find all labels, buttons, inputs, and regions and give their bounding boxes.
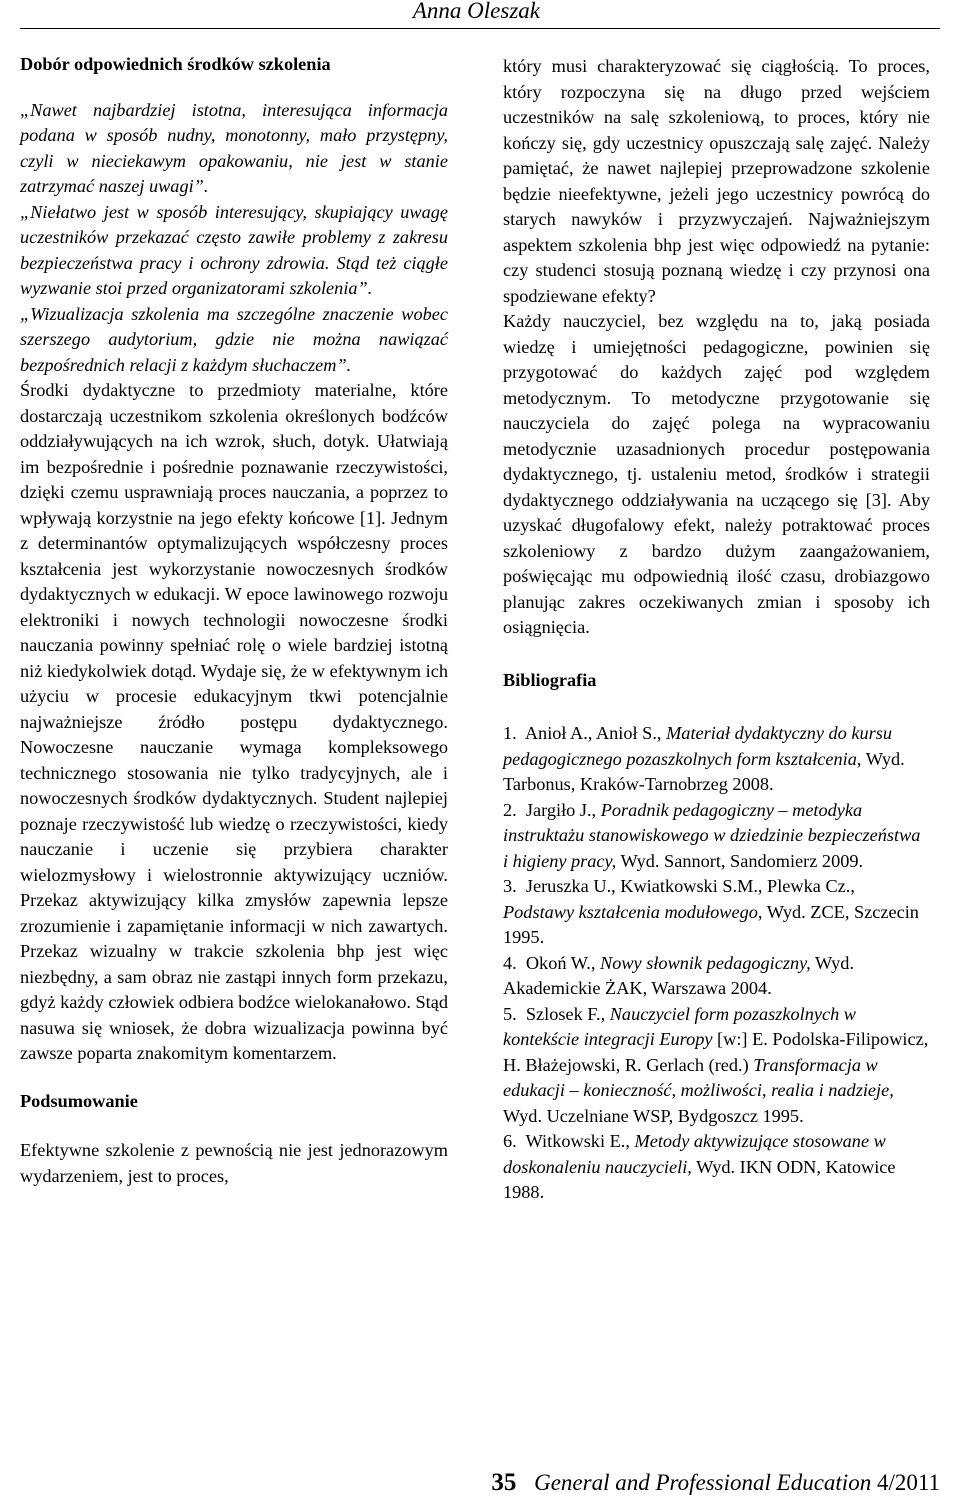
section-heading: Dobór odpowiednich środków szkolenia (20, 54, 331, 74)
left-column (20, 44, 448, 1189)
journal-issue: 4/2011 (876, 1470, 940, 1495)
quote-paragraph: „Wizualizacja szkolenia ma szczególne znaczenie wobec szerszego audytorium, gdzie nie można nawiązać bezpośrednich relacji z każdym słuchaczem”. (20, 303, 448, 375)
page-footer (0, 1470, 940, 1496)
bibliography-entry: 1. Anioł A., Anioł S., Materiał dydaktyczny do kursu pedagogicznego pozaszkolnych form kształcenia, Wyd. Tarbonus, Kraków-Tarnobrzeg 2008. (503, 723, 905, 794)
quote-paragraph: „Niełatwo jest w sposób interesujący, skupiający uwagę uczestników przekazać często zawiłe problemy z zakresu bezpieczeństwa pracy i ochrony zdrowia. Stąd też ciągłe wyzwanie stoi przed organizatorami szkolenia”. (20, 201, 448, 298)
bibliography-entry: 4. Okoń W., Nowy słownik pedagogiczny, Wyd. Akademickie ŻAK, Warszawa 2004. (503, 952, 855, 998)
page-number: 35 (491, 1469, 517, 1496)
bibliography-list (503, 721, 930, 1206)
summary-heading: Podsumowanie (20, 1090, 138, 1111)
bibliography-entry: 5. Szlosek F., Nauczyciel form pozaszkolnych w kontekście integracji Europy [w:] E. Podolska-Filipowicz, H. Błażejowski, R. Gerlach (red.) Transformacja w edukacji – konieczność, możliwości, realia i nadzieje, Wyd. Uczelniane WSP, Bydgoszcz 1995. (503, 1003, 929, 1126)
bibliography-entry: 3. Jeruszka U., Kwiatkowski S.M., Plewka Cz., Podstawy kształcenia modułowego, Wyd. ZCE, Szczecin 1995. (503, 876, 919, 947)
body-paragraph: który musi charakteryzować się ciągłością. To proces, który rozpoczyna się na długo przed wejściem uczestników na salę szkoleniową, to proces, który nie kończy się, gdy uczestnicy opuszczają salę zajęć. Należy pamiętać, że nawet najlepiej przeprowadzone szkolenie będzie nieefektywne, jeżeli jego uczestnicy powrócą do starych nawyków i przyzwyczajeń. Najważniejszym aspektem szkolenia bhp jest więc odpowiedź na pytanie: czy studenci stosują poznaną wiedzę i czy przynosi ona spodziewane efekty? (503, 56, 930, 306)
body-paragraph: Efektywne szkolenie z pewnością nie jest jednorazowym wydarzeniem, jest to proces, (20, 1140, 448, 1186)
bibliography-entry: 6. Witkowski E., Metody aktywizujące stosowane w doskonaleniu nauczycieli, Wyd. IKN ODN, Katowice 1988. (503, 1131, 896, 1202)
header-rule (20, 28, 940, 29)
running-head-author: Anna Oleszak (412, 0, 540, 23)
bibliography-entry: 2. Jargiło J., Poradnik pedagogiczny – metodyka instruktażu stanowiskowego w dziedzinie bezpieczeństwa i higieny pracy, Wyd. Sannort, Sandomierz 2009. (503, 799, 921, 871)
quote-paragraph: „Nawet najbardziej istotna, interesująca informacja podana w sposób nudny, monotonny, mało przystępny, czyli w nieciekawym opakowaniu, nie jest w stanie zatrzymać naszej uwagi”. (20, 99, 448, 196)
right-column (503, 54, 930, 1206)
body-paragraph: Środki dydaktyczne to przedmioty materialne, które dostarczają uczestnikom szkolenia określonych bodźców oddziaływujących na ich wzrok, słuch, dotyk. Ułatwiają im bezpośrednie i pośrednie poznawanie rzeczywistości, dzięki czemu usprawniają proces nauczania, a poprzez to wpływają korzystnie na jego efekty końcowe [1]. Jednym z determinantów optymalizujących współczesny proces kształcenia jest wykorzystanie nowoczesnych środków dydaktycznych w edukacji. W epoce lawinowego rozwoju elektroniki i nowych technologii nowoczesne środki nauczania powinny spełniać rolę o wiele bardziej istotną niż kiedykolwiek dotąd. Wydaje się, że w efektywnym ich użyciu w procesie edukacyjnym tkwi potencjalnie najważniejsze źródło postępu dydaktycznego. Nowoczesne nauczanie wymaga kompleksowego technicznego stosowania nie tylko tradycyjnych, ale i nowoczesnych środków dydaktycznych. Student najlepiej poznaje rzeczywistość lub wiedzę o rzeczywistości, kiedy nauczanie i uczenie się przybiera charakter wielozmysłowy i wielostronnie aktywizujący uczniów. Przekaz aktywizujący kilka zmysłów zapewnia lepsze zrozumienie i zapamiętanie informacji w nich zawartych. Przekaz wizualny w trakcie szkolenia bhp jest więc niezbędny, a sam obraz nie zastąpi innych form przekazu, gdyż każdy człowiek odbiera bodźce wielokanałowo. Stąd nasuwa się wniosek, że dobra wizualizacja powinna być zawsze poparta znakomitym komentarzem. (20, 380, 448, 1063)
body-paragraph: Każdy nauczyciel, bez względu na to, jaką posiada wiedzę i umiejętności pedagogiczne, powinien się przygotować do każdych zajęć pod względem metodycznym. To metodyczne przygotowanie się nauczyciela do zajęć polega na wypracowaniu metodycznie uzasadnionych procedur postępowania dydaktycznego, tj. ustaleniu metod, środków i strategii dydaktycznego oddziaływania na uczącego się [3]. Aby uzyskać długofalowy efekt, należy potraktować proces szkoleniowy z bardzo dużym zaangażowaniem, poświęcając mu odpowiednią ilość czasu, drobiazgowo planując zakres oczekiwanych zmian i sposoby ich osiągnięcia. (503, 311, 930, 637)
journal-name: General and Professional Education (534, 1470, 872, 1495)
bibliography-heading: Bibliografia (503, 669, 597, 690)
